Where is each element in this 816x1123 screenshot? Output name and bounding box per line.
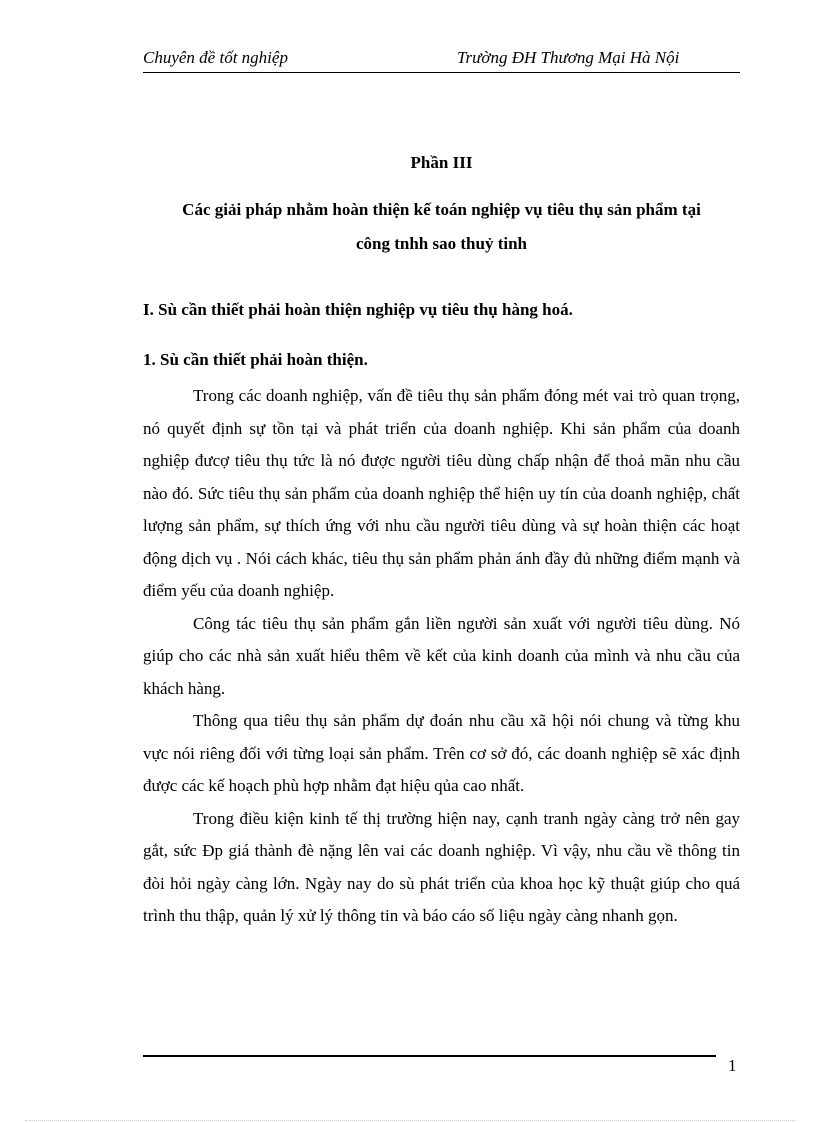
subsection-heading: 1. Sù cần thiết phải hoàn thiện.: [143, 350, 368, 369]
paragraph-1: Trong các doanh nghiệp, vấn đề tiêu thụ sản phẩm đóng mét vai trò quan trọng, nó quyết định sự tồn tại và phát triển của doanh nghiệp. Khi sản phẩm của doanh nghiệp đưcợ tiêu thụ tức là nó được người tiêu dùng chấp nhận để thoả mãn nhu cầu nào đó. Sức tiêu thụ sản phẩm của doanh nghiệp thể hiện uy tín của doanh nghiệp, chất lượng sản phẩm, sự thích ứng với nhu cầu người tiêu dùng và sự hoàn thiện các hoạt động dịch vụ . Nói cách khác, tiêu thụ sản phẩm phản ánh đầy đủ những điểm mạnh và điểm yếu của doanh nghiệp.: [143, 386, 740, 600]
page-header: [143, 48, 740, 73]
page-number: 1: [728, 1056, 737, 1075]
body-text: [143, 380, 740, 933]
section-heading: I. Sù cần thiết phải hoàn thiện nghiệp vụ tiêu thụ hàng hoá.: [143, 300, 573, 319]
document-title: [143, 193, 740, 261]
paragraph-2: Công tác tiêu thụ sản phẩm gắn liền người sản xuất với người tiêu dùng. Nó giúp cho các nhà sản xuất hiểu thêm về kết của kinh doanh của mình và nhu cầu của khách hàng.: [143, 613, 740, 698]
document-title-line-2: công tnhh sao thuỷ tinh: [355, 234, 527, 253]
footer-divider: [143, 1055, 716, 1057]
document-title-line-1: Các giải pháp nhằm hoàn thiện kế toán nghiệp vụ tiêu thụ sản phẩm tại: [182, 200, 701, 219]
header-thesis-label: Chuyên đề tốt nghiệp: [143, 48, 288, 67]
part-title: Phần III: [410, 153, 473, 172]
page-bottom-edge: [25, 1120, 795, 1121]
paragraph-3: Thông qua tiêu thụ sản phẩm dự đoán nhu cầu xã hội nói chung và từng khu vực nói riêng đối với từng loại sản phẩm. Trên cơ sở đó, các doanh nghiệp sẽ xác định được các kế hoạch phù hợp nhằm đạt hiệu qủa cao nhất.: [143, 711, 740, 795]
header-university-name: Trường ĐH Thương Mại Hà Nội: [457, 48, 680, 67]
paragraph-4: Trong điều kiện kinh tế thị trường hiện nay, cạnh tranh ngày càng trở nên gay gắt, sức Ðp giá thành đè nặng lên vai các doanh nghiệp. Vì vậy, nhu cầu về thông tin đòi hỏi ngày càng lớn. Ngày nay do sù phát triển của khoa học kỹ thuật giúp cho quá trình thu thập, quản lý xử lý thông tin và báo cáo số liệu ngày càng nhanh gọn.: [143, 808, 740, 925]
